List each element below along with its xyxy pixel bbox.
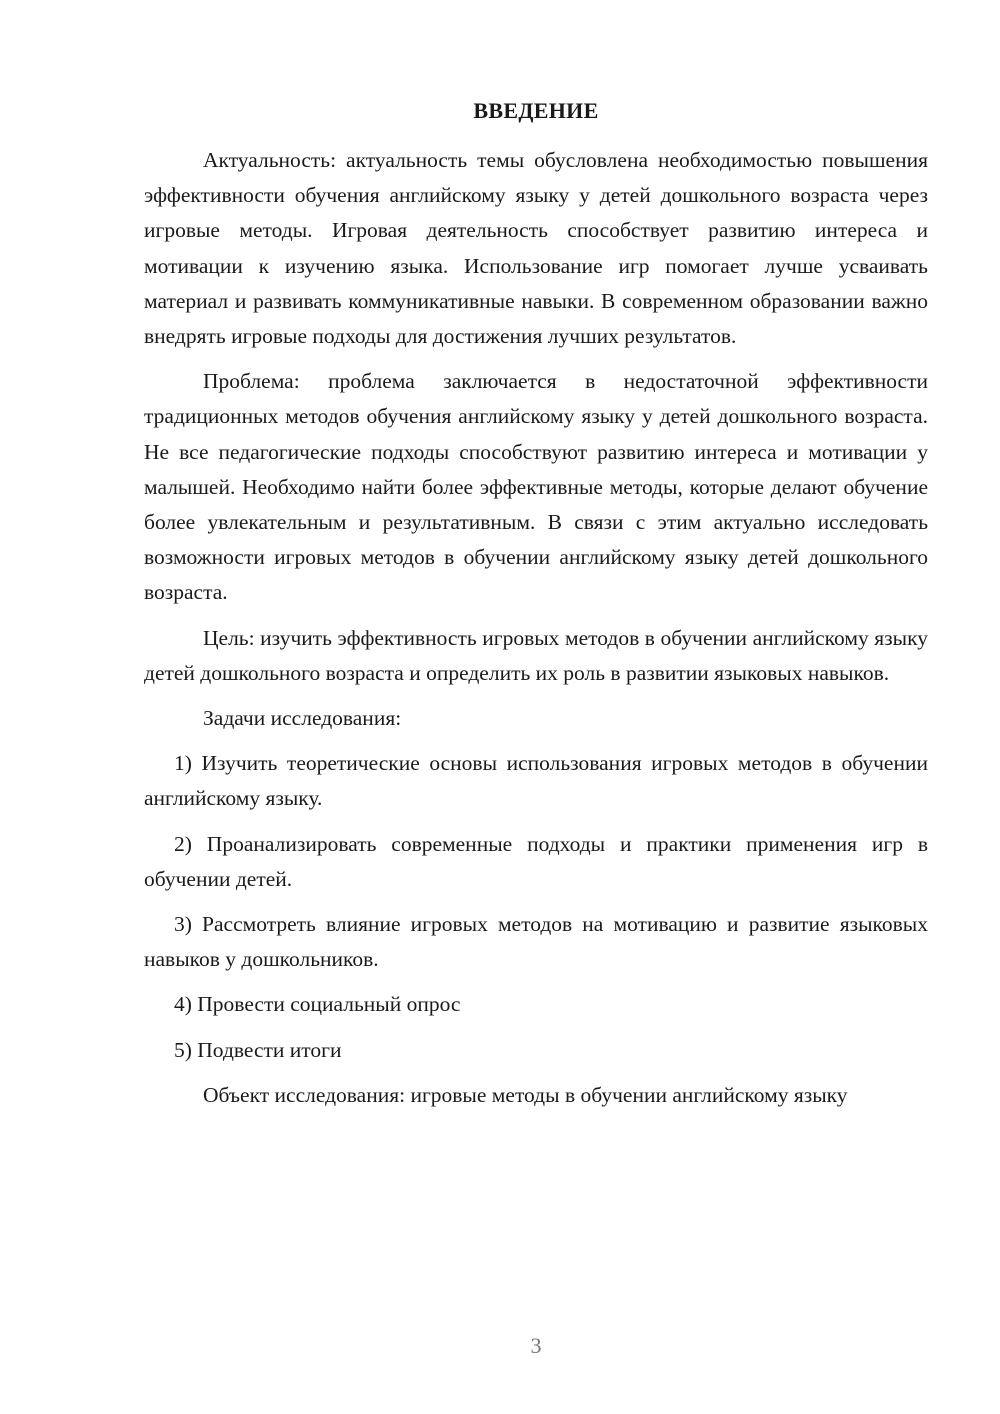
relevance-paragraph: Актуальность: актуальность темы обусловлена необходимостью повышения эффективности обучения английскому языку у детей дошкольного возраста через игровые методы. Игровая деятельность способствует развитию интереса и мотивации к изучению языка. Использование игр помогает лучше усваивать материал и развивать коммуникативные навыки. В современном образовании важно внедрять игровые подходы для достижения лучших результатов. [144,148,928,349]
task-item-2: 2) Проанализировать современные подходы и практики применения игр в обучении детей. [144,831,928,891]
task-item-5: 5) Подвести итоги [174,1037,342,1062]
task-item-1: 1) Изучить теоретические основы использования игровых методов в обучении английскому языку. [144,751,928,811]
page-title: ВВЕДЕНИЕ [473,98,599,123]
document-body [144,143,928,1123]
tasks-heading: Задачи исследования: [203,706,402,731]
task-item-3: 3) Рассмотреть влияние игровых методов на мотивацию и развитие языковых навыков у дошкольников. [144,912,928,972]
goal-paragraph: Цель: изучить эффективность игровых методов в обучении английскому языку детей дошкольного возраста и определить их роль в развитии языковых навыков. [144,625,928,685]
task-item-4: 4) Провести социальный опрос [174,992,461,1017]
page-number: 3 [530,1333,542,1358]
object-paragraph: Объект исследования: игровые методы в обучении английскому языку [203,1082,848,1107]
problem-paragraph: Проблема: проблема заключается в недостаточной эффективности традиционных методов обучения английскому языку у детей дошкольного возраста. Не все педагогические подходы способствуют развитию интереса и мотивации у малышей. Необходимо найти более эффективные методы, которые делают обучение более увлекательным и результативным. В связи с этим актуально исследовать возможности игровых методов в обучении английскому языку детей дошкольного возраста. [144,369,928,605]
